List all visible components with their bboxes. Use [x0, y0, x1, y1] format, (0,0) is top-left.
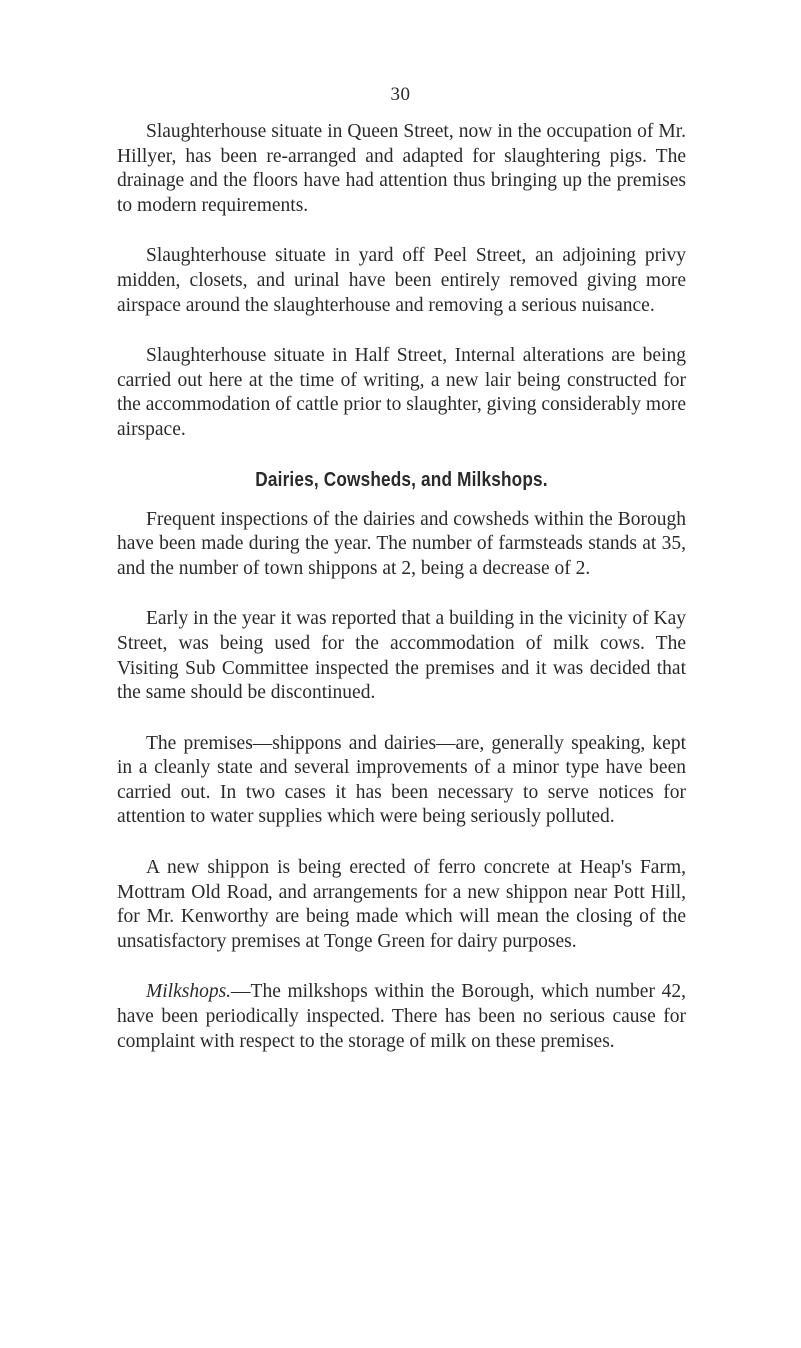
paragraph-peel-street: Slaughterhouse situate in yard off Peel Street, an adjoining privy midden, closets, and urinal have been entirely removed giving more airspace around the slaughterhouse and removing a serious nuisance.: [117, 245, 686, 316]
paragraph-new-shippon: A new shippon is being erected of ferro concrete at Heap's Farm, Mottram Old Road, and arrangements for a new shippon near Pott Hill, for Mr. Kenworthy are being made which will mean the closing of the unsatisfactory premises at Tonge Green for dairy purposes.: [117, 857, 686, 952]
paragraph-premises: The premises—shippons and dairies—are, generally speaking, kept in a cleanly state and several improvements of a minor type have been carried out. In two cases it has been necessary to serve notices for attention to water supplies which were being seriously polluted.: [117, 732, 686, 828]
paragraph-queen-street: Slaughterhouse situate in Queen Street, now in the occupation of Mr. Hillyer, has been re-arranged and adapted for slaughtering pigs. The drainage and the floors have had attention thus bringing up the premises to modern requirements.: [117, 121, 686, 216]
milkshops-lead: Milkshops.: [146, 981, 232, 1003]
section-heading: Dairies, Cowsheds, and Milkshops.: [255, 468, 548, 491]
milkshops-text: —The milkshops within the Borough, which number 42, have been periodically inspected. There has been no serious cause for complaint with respect to the storage of milk on these premises.: [117, 981, 686, 1052]
paragraph-kay-street: Early in the year it was reported that a building in the vicinity of Kay Street, was being used for the accommodation of milk cows. The Visiting Sub Committee inspected the premises and it was decided that the same should be discontinued.: [117, 608, 686, 704]
page-number: 30: [390, 84, 411, 105]
paragraph-milkshops: [117, 980, 686, 1054]
body-text: [117, 120, 686, 1080]
paragraph-inspections: Frequent inspections of the dairies and cowsheds within the Borough have been made during the year. The number of farmsteads stands at 35, and the number of town shippons at 2, being a decrease of 2.: [117, 508, 686, 579]
paragraph-half-street: Slaughterhouse situate in Half Street, Internal alterations are being carried out here at the time of writing, a new lair being constructed for the accommodation of cattle prior to slaughter, giving considerably more airspace.: [117, 345, 686, 440]
